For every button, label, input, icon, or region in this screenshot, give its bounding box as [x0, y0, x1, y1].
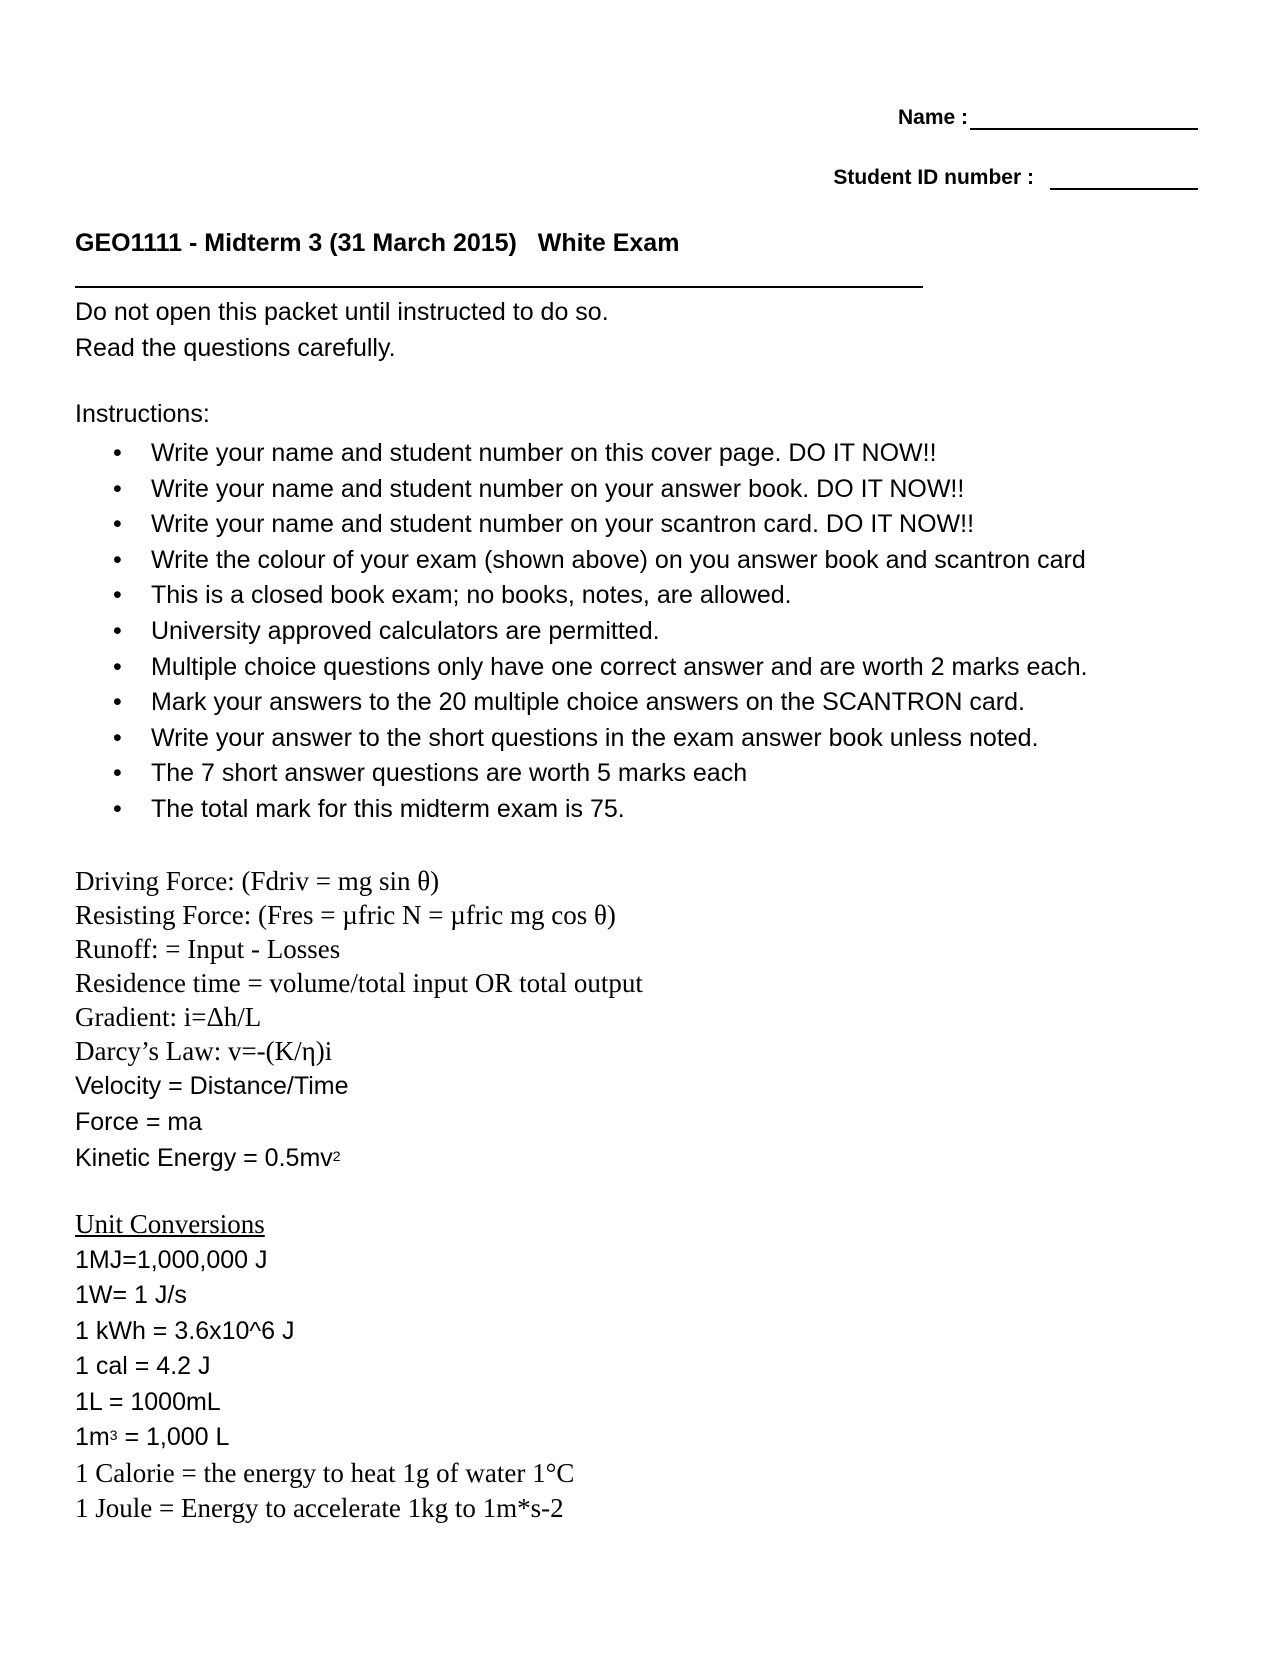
kinetic-energy-exponent: 2 [332, 1148, 341, 1164]
student-id-blank-line [1050, 166, 1198, 190]
instruction-item: • The 7 short answer questions are worth 5 marks each [75, 756, 1088, 792]
instruction-item: • The total mark for this midterm exam is 75. [75, 792, 1088, 828]
formula-driving-force: Driving Force: (Fdriv = mg sin θ) [75, 866, 440, 896]
name-label: Name : [897, 106, 968, 129]
instruction-item: • Write your name and student number on your answer book. DO IT NOW!! [75, 472, 1088, 508]
instruction-item: • Write your answer to the short questions in the exam answer book unless noted. [75, 721, 1088, 757]
conversion-watt: 1W= 1 J/s [75, 1281, 187, 1309]
formula-darcys-law: Darcy’s Law: v=-(K/η)i [75, 1036, 333, 1066]
intro-line: Read the questions carefully. [75, 334, 396, 362]
cubic-metre-exponent: 3 [109, 1427, 118, 1443]
conversion-mj: 1MJ=1,000,000 J [75, 1245, 268, 1274]
intro-text [75, 294, 609, 366]
instructions-list [75, 436, 1088, 828]
unit-conversions [75, 1207, 574, 1527]
kinetic-energy-text: Kinetic Energy = 0.5mv [75, 1144, 333, 1172]
conversion-cubic-metre [75, 1420, 574, 1456]
instruction-item: • Write your name and student number on this cover page. DO IT NOW!! [75, 436, 1088, 472]
instruction-item: • Write your name and student number on your scantron card. DO IT NOW!! [75, 507, 1088, 543]
formula-force: Force = ma [75, 1108, 203, 1136]
name-blank-line [970, 106, 1198, 130]
formula-runoff: Runoff: = Input - Losses [75, 934, 341, 964]
instruction-item: • Multiple choice questions only have one correct answer and are worth 2 marks each. [75, 650, 1088, 686]
instruction-item: • Mark your answers to the 20 multiple choice answers on the SCANTRON card. [75, 685, 1088, 721]
formula-resisting-force: Resisting Force: (Fres = µfric N = µfric mg cos θ) [75, 900, 616, 930]
conversion-kwh: 1 kWh = 3.6x10^6 J [75, 1316, 295, 1345]
formula-kinetic-energy [75, 1140, 643, 1176]
instructions-heading: Instructions: [75, 400, 210, 428]
conversion-cal: 1 cal = 4.2 J [75, 1352, 211, 1380]
instruction-item: • This is a closed book exam; no books, notes, are allowed. [75, 578, 1088, 614]
formula-residence-time: Residence time = volume/total input OR total output [75, 968, 643, 998]
cubic-metre-prefix: 1m [75, 1423, 110, 1451]
name-field [898, 106, 1198, 130]
student-id-label: Student ID number : [833, 166, 1034, 189]
instruction-item: • Write the colour of your exam (shown above) on you answer book and scantron card [75, 543, 1088, 579]
cubic-metre-suffix: = 1,000 L [117, 1423, 230, 1451]
title-underline [75, 286, 923, 288]
intro-line: Do not open this packet until instructed to do so. [75, 298, 609, 326]
formula-sheet [75, 864, 643, 1176]
conversion-calorie-definition: 1 Calorie = the energy to heat 1g of water 1°C [75, 1457, 575, 1488]
conversion-joule-definition: 1 Joule = Energy to accelerate 1kg to 1m*s-2 [75, 1493, 564, 1523]
instruction-item: • University approved calculators are permitted. [75, 614, 1088, 650]
student-id-field [833, 166, 1198, 190]
exam-title: GEO1111 - Midterm 3 (31 March 2015) White Exam [75, 229, 680, 257]
formula-velocity: Velocity = Distance/Time [75, 1072, 349, 1100]
conversion-litre: 1L = 1000mL [75, 1387, 221, 1416]
formula-gradient: Gradient: i=Δh/L [75, 1002, 262, 1032]
unit-conversions-heading: Unit Conversions [75, 1209, 265, 1239]
